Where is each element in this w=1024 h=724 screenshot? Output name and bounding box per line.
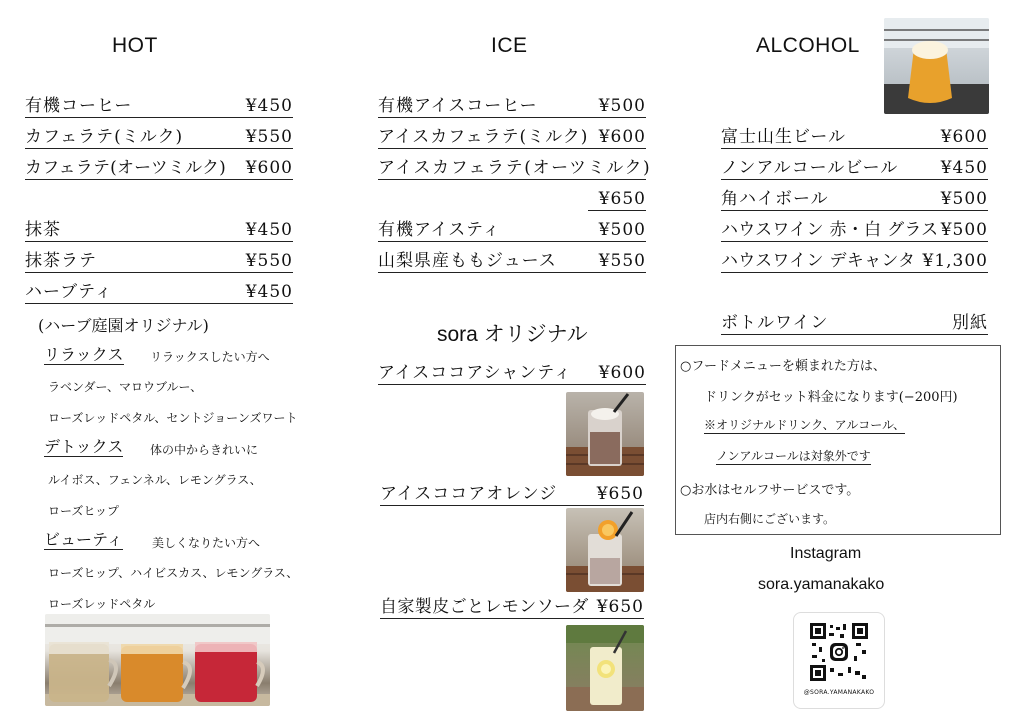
menu-item-non-alcohol-beer — [721, 157, 988, 180]
instagram-label: Instagram — [790, 545, 862, 562]
item-price: ¥450 — [245, 282, 293, 302]
herb-tea-photo — [45, 614, 270, 706]
item-price: ¥500 — [598, 96, 646, 116]
cocoa-orange-illustration — [566, 508, 644, 592]
herb-subtitle: (ハーブ庭園オリジナル) — [38, 316, 209, 335]
menu-item-bottle-wine — [721, 312, 988, 335]
item-price: ¥550 — [245, 127, 293, 147]
item-price: ¥600 — [598, 363, 646, 383]
menu-item-house-wine-decanter — [721, 250, 988, 273]
original-header: sora オリジナル — [437, 323, 588, 346]
item-name: ボトルワイン — [721, 313, 829, 333]
item-name: 抹茶ラテ — [25, 251, 97, 271]
herb-ingredients-relax-2: ローズレッドペタル、セントジョーンズワート — [48, 411, 298, 425]
menu-item-lemon-soda — [380, 596, 644, 619]
menu-item-ice-organic-tea — [378, 219, 646, 242]
lemon-soda-illustration — [566, 625, 644, 711]
item-name: カフェラテ(ミルク) — [25, 127, 184, 147]
herb-desc-beauty: 美しくなりたい方へ — [152, 536, 261, 550]
hot-header: HOT — [112, 34, 158, 57]
herb-ingredients-beauty-2: ローズレッドペタル — [48, 597, 156, 611]
set-discount-notice — [675, 345, 1001, 535]
herb-name-relax: リラックス — [44, 345, 124, 364]
ice-header: ICE — [491, 34, 528, 57]
item-price: ¥650 — [598, 189, 646, 209]
herb-name-beauty: ビューティ — [44, 530, 123, 549]
item-name: ハーブティ — [25, 282, 113, 302]
menu-item-ice-peach-juice — [378, 250, 646, 273]
cocoa-chantilly-photo — [566, 392, 644, 476]
alcohol-header: ALCOHOL — [756, 34, 860, 57]
herb-desc-detox: 体の中からきれいに — [150, 443, 259, 457]
herb-tea-illustration — [45, 614, 270, 706]
item-price: ¥500 — [940, 189, 988, 209]
menu-item-house-wine-glass — [721, 219, 988, 242]
item-price: ¥650 — [596, 484, 644, 504]
herb-ingredients-beauty-1: ローズヒップ、ハイビスカス、レモングラス、 — [48, 566, 299, 580]
menu-item-hot-oat-latte — [25, 157, 293, 180]
notice-line-4: ノンアルコールは対象外です — [716, 449, 871, 463]
item-price: ¥1,300 — [922, 251, 988, 271]
herb-name-detox: デトックス — [44, 437, 124, 456]
menu-item-ice-oat-latte-name — [378, 157, 652, 180]
menu-item-fuji-beer — [721, 126, 988, 149]
menu-item-ice-cafe-latte — [378, 126, 646, 149]
item-name: 角ハイボール — [721, 189, 829, 209]
menu-item-iced-cocoa-orange — [380, 483, 644, 506]
herb-ingredients-relax-1: ラベンダー、マロウブルー、 — [48, 380, 203, 394]
item-name: アイスカフェラテ(オーツミルク) — [378, 158, 652, 178]
notice-line-1: ○フードメニューを頼まれた方は、 — [680, 359, 886, 374]
menu-item-highball — [721, 188, 988, 211]
item-name: カフェラテ(オーツミルク) — [25, 158, 226, 178]
item-price: ¥600 — [245, 158, 293, 178]
beer-illustration — [884, 18, 989, 114]
menu-item-ice-oat-latte-price — [588, 188, 646, 211]
item-name: 有機コーヒー — [25, 96, 133, 116]
item-price: ¥600 — [598, 127, 646, 147]
menu-item-hot-organic-coffee — [25, 95, 293, 118]
cocoa-orange-photo — [566, 508, 644, 592]
herb-ingredients-detox-1: ルイボス、フェンネル、レモングラス、 — [48, 473, 262, 487]
menu-item-iced-cocoa-chantilly — [378, 362, 646, 385]
menu-item-ice-organic-coffee — [378, 95, 646, 118]
item-name: ノンアルコールビール — [721, 158, 899, 178]
qr-code-icon — [810, 623, 868, 681]
item-price: ¥550 — [598, 251, 646, 271]
item-price: ¥650 — [596, 597, 644, 617]
item-name: 富士山生ビール — [721, 127, 846, 147]
qr-caption: @SORA.YAMANAKAKO — [803, 689, 875, 696]
item-name: ハウスワイン 赤・白 グラス — [721, 220, 939, 240]
lemon-soda-photo — [566, 625, 644, 711]
instagram-qr-card[interactable] — [793, 612, 885, 709]
item-name: 有機アイスティ — [378, 220, 501, 240]
item-name: ハウスワイン デキャンタ — [721, 251, 916, 271]
item-price: ¥450 — [940, 158, 988, 178]
item-price: ¥550 — [245, 251, 293, 271]
item-name: 自家製皮ごとレモンソーダ — [380, 597, 589, 617]
item-name: 抹茶 — [25, 220, 61, 240]
notice-line-3: ※オリジナルドリンク、アルコール、 — [704, 418, 906, 432]
item-name: 有機アイスコーヒー — [378, 96, 538, 116]
item-name: 山梨県産ももジュース — [378, 251, 557, 271]
menu-item-hot-cafe-latte — [25, 126, 293, 149]
cocoa-chantilly-illustration — [566, 392, 644, 476]
item-price: ¥600 — [940, 127, 988, 147]
item-name: アイスココアオレンジ — [380, 484, 558, 504]
menu-item-hot-matcha-latte — [25, 250, 293, 273]
herb-ingredients-detox-2: ローズヒップ — [48, 504, 120, 518]
item-price: ¥450 — [245, 96, 293, 116]
item-price: 別紙 — [952, 313, 988, 333]
menu-item-hot-matcha — [25, 219, 293, 242]
item-price: ¥500 — [940, 220, 988, 240]
item-name: アイスカフェラテ(ミルク) — [378, 127, 589, 147]
herb-desc-relax: リラックスしたい方へ — [150, 350, 270, 364]
item-name: アイスココアシャンティ — [378, 363, 572, 383]
item-price: ¥450 — [245, 220, 293, 240]
notice-line-6: 店内右側にございます。 — [704, 512, 836, 526]
instagram-handle: sora.yamanakako — [758, 576, 885, 593]
item-price: ¥500 — [598, 220, 646, 240]
notice-line-5: ○お水はセルフサービスです。 — [680, 483, 860, 498]
menu-item-hot-herb-tea — [25, 281, 293, 304]
notice-line-2: ドリンクがセット料金になります(−200円) — [704, 390, 958, 405]
beer-photo — [884, 18, 989, 114]
